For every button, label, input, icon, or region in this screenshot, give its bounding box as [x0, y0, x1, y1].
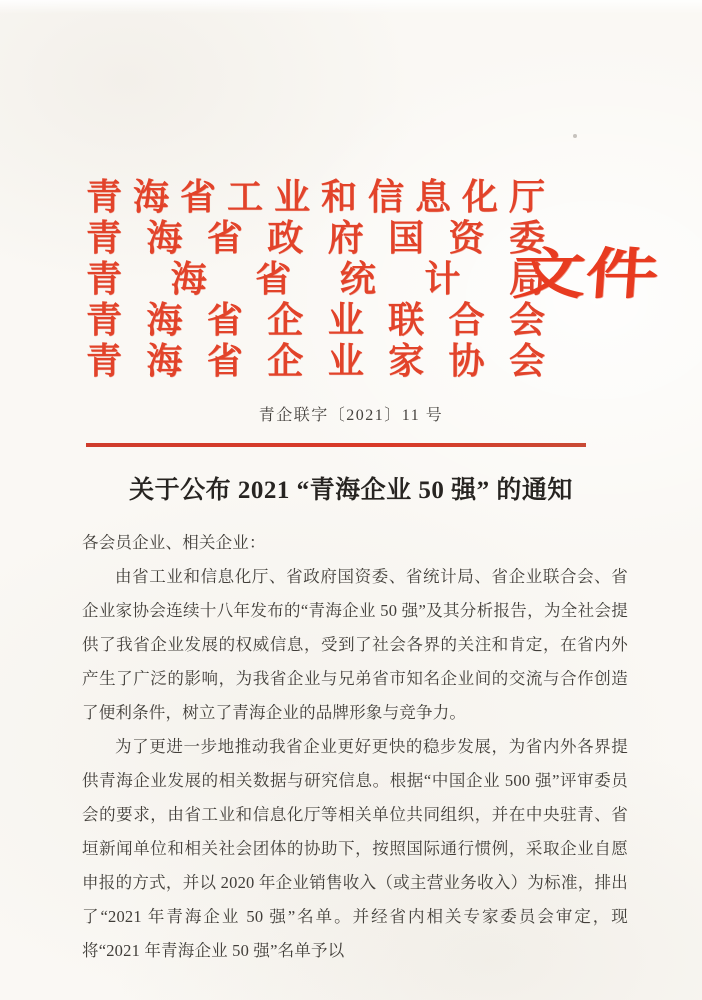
agency-line-statistics-bureau: 青海省统计局: [86, 259, 545, 299]
agency-line-entrepreneur-association: 青海省企业家协会: [86, 341, 545, 381]
document-title: 关于公布 2021 “青海企业 50 强” 的通知: [129, 477, 573, 504]
agency-line-enterprise-confederation: 青海省企业联合会: [86, 300, 545, 340]
red-divider-rule: [86, 443, 586, 447]
letterhead-agency-list: [86, 177, 545, 382]
body-paragraph-1: 由省工业和信息化厅、省政府国资委、省统计局、省企业联合会、省企业家协会连续十八年发布的“青海企业 50 强”及其分析报告，为全社会提供了我省企业发展的权威信息，受到了社会各界的关注和肯定，在省内外产生了广泛的影响，为我省企业与兄弟省市知名企业间的交流与合作创造了便利条件，树立了青海企业的品牌形象与竞争力。: [82, 567, 628, 722]
agency-line-sasac: 青海省政府国资委: [86, 218, 545, 258]
salutation-line: 各会员企业、相关企业：: [82, 533, 266, 552]
scan-artifact-dot: [573, 134, 577, 138]
agency-line-industry-it-dept: 青海省工业和信息化厅: [86, 177, 545, 217]
document-reference-number: 青企联字〔2021〕11 号: [258, 407, 444, 424]
document-body: [82, 526, 628, 968]
body-paragraph-2: 为了更进一步地推动我省企业更好更快的稳步发展，为省内外各界提供青海企业发展的相关数据与研究信息。根据“中国企业 500 强”评审委员会的要求，由省工业和信息化厅等相关单位共同组织，并在中央驻青、省垣新闻单位和相关社会团体的协助下，按照国际通行惯例，采取企业自愿申报的方式，并以 2020 年企业销售收入（或主营业务收入）为标准，排出了“2021 年青海企业 50 强”名单。并经省内相关专家委员会审定，现将“2021 年青海企业 50 强”名单予以: [82, 737, 628, 960]
document-type-label: 文件: [510, 244, 661, 305]
